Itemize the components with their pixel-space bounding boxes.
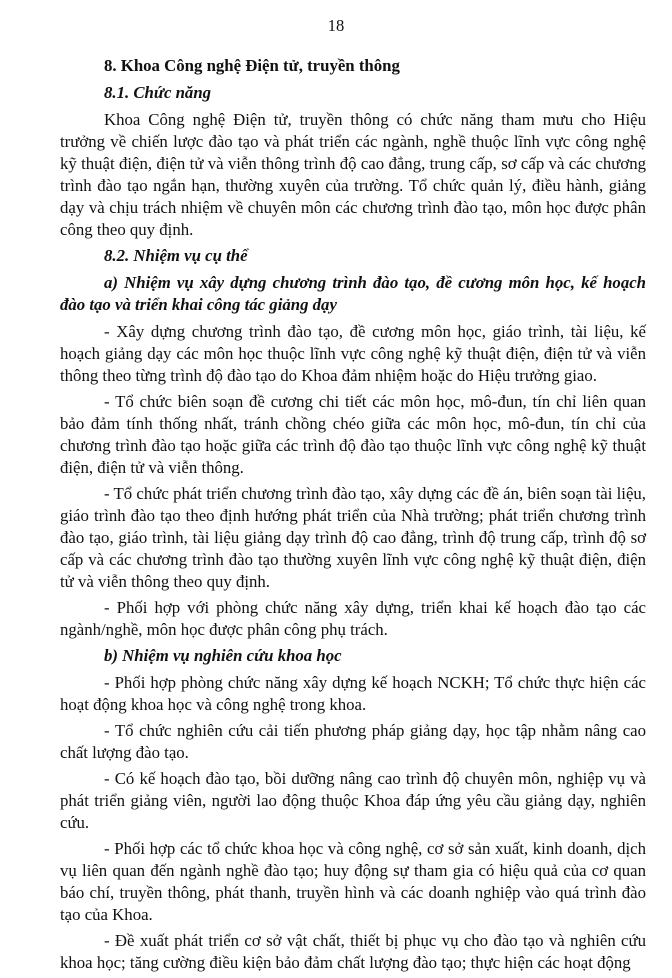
page-number: 18	[327, 16, 345, 35]
paragraph: - Phối hợp các tổ chức khoa học và công nghệ, cơ sở sản xuất, kinh doanh, dịch vụ liên quan đến ngành nghề đào tạo; huy động sự tham gia có hiệu quả của cơ quan báo chí, truyền thông, phát thanh, truyền hình và các doanh nghiệp vào quá trình đào tạo của Khoa.	[60, 839, 646, 924]
page-content	[60, 55, 646, 978]
group-heading-curriculum: a) Nhiệm vụ xây dựng chương trình đào tạo, đề cương môn học, kế hoạch đào tạo và triển khai công tác giảng dạy	[60, 273, 646, 314]
paragraph: - Đề xuất phát triển cơ sở vật chất, thiết bị phục vụ cho đào tạo và nghiên cứu khoa học; tăng cường điều kiện bảo đảm chất lượng đào tạo; thực hiện các hoạt động	[60, 931, 646, 972]
paragraph: - Tổ chức nghiên cứu cải tiến phương pháp giảng dạy, học tập nhằm nâng cao chất lượng đào tạo.	[60, 721, 646, 762]
paragraph: Khoa Công nghệ Điện tử, truyền thông có chức năng tham mưu cho Hiệu trưởng về chiến lược đào tạo và phát triển các ngành, nghề thuộc lĩnh vực công nghệ kỹ thuật điện, điện tử và viễn thông trình độ cao đẳng, trung cấp, sơ cấp và các chương trình đào tạo ngắn hạn, thường xuyên của trường. Tổ chức quản lý, điều hành, giảng dạy và chịu trách nhiệm về chuyên môn các chương trình đào tạo, môn học được phân công theo quy định.	[60, 110, 646, 239]
paragraph: - Phối hợp với phòng chức năng xây dựng, triển khai kế hoạch đào tạo các ngành/nghề, môn học được phân công phụ trách.	[60, 598, 646, 639]
paragraph: - Tổ chức phát triển chương trình đào tạo, xây dựng các đề án, biên soạn tài liệu, giáo trình đào tạo theo định hướng phát triển của Nhà trường; phát triển chương trình đào tạo, giáo trình, tài liệu giảng dạy trình độ cao đẳng, trình độ trung cấp, trình độ sơ cấp và các chương trình đào tạo thường xuyên lĩnh vực công nghệ kỹ thuật điện, điện tử và viễn thông theo quy định.	[60, 484, 646, 591]
paragraph: - Xây dựng chương trình đào tạo, đề cương môn học, giáo trình, tài liệu, kế hoạch giảng dạy các môn học thuộc lĩnh vực công nghệ kỹ thuật điện, điện tử và viễn thông theo từng trình độ đào tạo do Khoa đảm nhiệm hoặc do Hiệu trưởng giao.	[60, 322, 646, 385]
paragraph: - Phối hợp phòng chức năng xây dựng kế hoạch NCKH; Tổ chức thực hiện các hoạt động khoa học và công nghệ trong khoa.	[60, 673, 646, 714]
section-title: 8. Khoa Công nghệ Điện tử, truyền thông	[104, 56, 400, 75]
group-heading-research: b) Nhiệm vụ nghiên cứu khoa học	[104, 646, 342, 665]
subsection-title-functions: 8.1. Chức năng	[104, 83, 212, 102]
paragraph: - Tổ chức biên soạn đề cương chi tiết các môn học, mô-đun, tín chỉ liên quan bảo đảm tính thống nhất, tránh chồng chéo giữa các môn học, mô-đun, tín chỉ của chương trình đào tạo hoặc giữa các trình độ đào tạo thuộc lĩnh vực công nghệ kỹ thuật điện, điện tử và viễn thông.	[60, 392, 646, 477]
paragraph: - Có kế hoạch đào tạo, bồi dưỡng nâng cao trình độ chuyên môn, nghiệp vụ và phát triển giảng viên, người lao động thuộc Khoa đáp ứng yêu cầu giảng dạy, nghiên cứu.	[60, 769, 646, 832]
subsection-title-tasks: 8.2. Nhiệm vụ cụ thể	[104, 246, 248, 265]
